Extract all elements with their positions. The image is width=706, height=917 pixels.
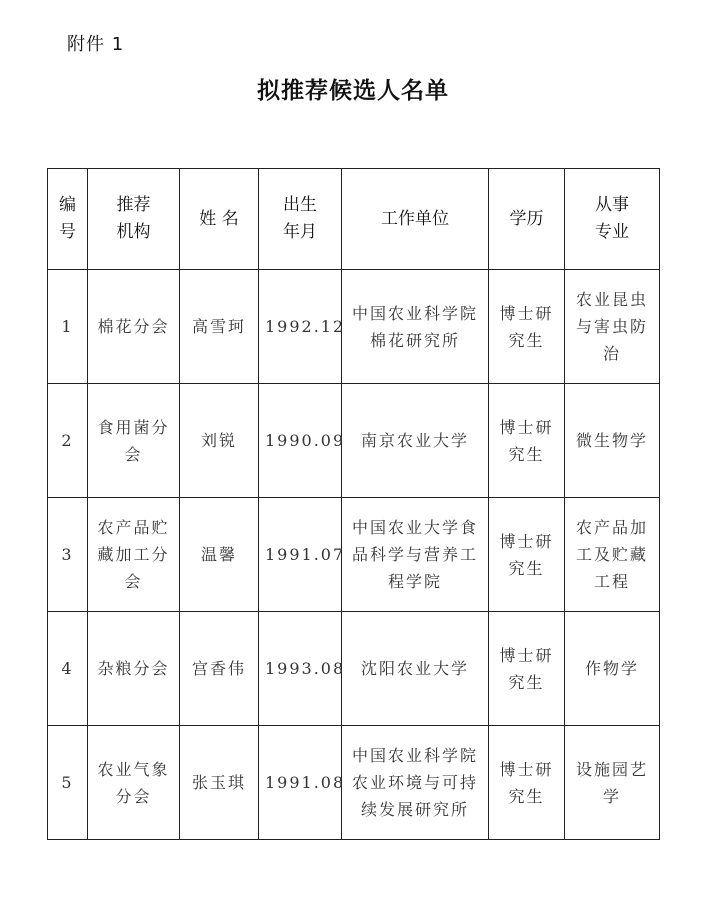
table-row [48, 384, 660, 498]
row-birth: 1990.09 [259, 384, 342, 498]
row-education: 博士研究生 [489, 612, 565, 726]
row-birth: 1991.07 [259, 498, 342, 612]
row-number: 2 [48, 384, 88, 498]
row-education: 博士研究生 [489, 498, 565, 612]
row-work-unit: 中国农业大学食品科学与营养工程学院 [342, 498, 489, 612]
table-row [48, 612, 660, 726]
header-major: 从事 专业 [565, 169, 660, 270]
row-education: 博士研究生 [489, 384, 565, 498]
row-org: 农产品贮藏加工分会 [88, 498, 180, 612]
row-org: 农业气象分会 [88, 726, 180, 840]
row-major: 设施园艺学 [565, 726, 660, 840]
row-education: 博士研究生 [489, 270, 565, 384]
row-major: 微生物学 [565, 384, 660, 498]
row-major: 作物学 [565, 612, 660, 726]
document-title: 拟推荐候选人名单 [257, 78, 449, 104]
row-birth: 1992.12 [259, 270, 342, 384]
row-major: 农业昆虫与害虫防治 [565, 270, 660, 384]
header-name: 姓 名 [180, 169, 259, 270]
row-major: 农产品加工及贮藏工程 [565, 498, 660, 612]
header-number: 编 号 [48, 169, 88, 270]
table-header-row [48, 169, 660, 270]
row-education: 博士研究生 [489, 726, 565, 840]
row-org: 棉花分会 [88, 270, 180, 384]
attachment-label: 附件 1 [67, 34, 125, 55]
row-work-unit: 中国农业科学院农业环境与可持续发展研究所 [342, 726, 489, 840]
row-name: 张玉琪 [180, 726, 259, 840]
row-birth: 1993.08 [259, 612, 342, 726]
row-name: 温馨 [180, 498, 259, 612]
row-number: 5 [48, 726, 88, 840]
header-recommending-org: 推荐 机构 [88, 169, 180, 270]
table-row [48, 726, 660, 840]
row-number: 4 [48, 612, 88, 726]
header-education: 学历 [489, 169, 565, 270]
row-name: 刘锐 [180, 384, 259, 498]
row-name: 宫香伟 [180, 612, 259, 726]
row-number: 3 [48, 498, 88, 612]
row-work-unit: 中国农业科学院棉花研究所 [342, 270, 489, 384]
header-work-unit: 工作单位 [342, 169, 489, 270]
row-org: 食用菌分会 [88, 384, 180, 498]
row-org: 杂粮分会 [88, 612, 180, 726]
row-birth: 1991.08 [259, 726, 342, 840]
header-birth: 出生 年月 [259, 169, 342, 270]
row-work-unit: 南京农业大学 [342, 384, 489, 498]
row-name: 高雪珂 [180, 270, 259, 384]
row-number: 1 [48, 270, 88, 384]
table-row [48, 270, 660, 384]
table-row [48, 498, 660, 612]
row-work-unit: 沈阳农业大学 [342, 612, 489, 726]
candidate-table [47, 168, 660, 840]
